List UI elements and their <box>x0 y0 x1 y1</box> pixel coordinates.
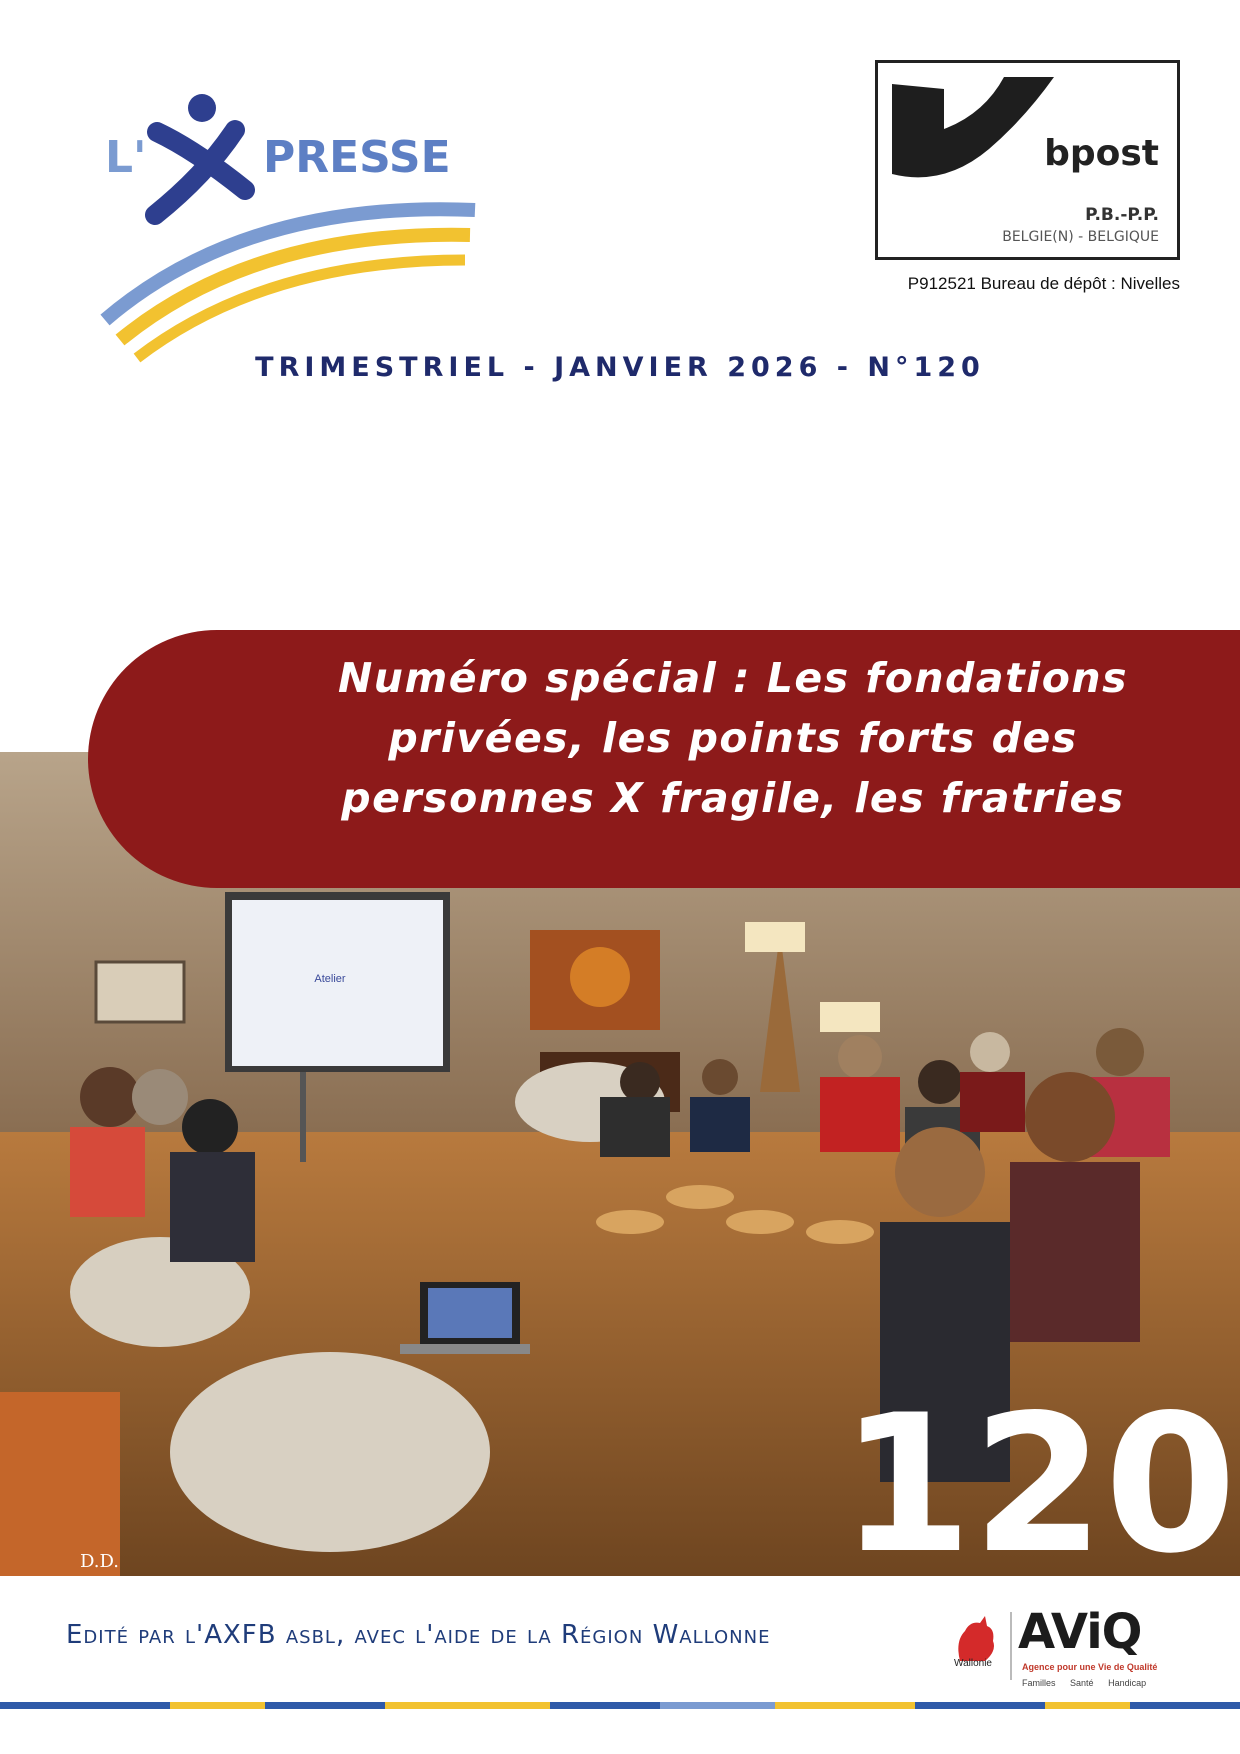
svg-text:PRESSE: PRESSE <box>263 132 451 183</box>
issue-line: TRIMESTRIEL - JANVIER 2026 - N°120 <box>255 352 985 383</box>
bpost-country: BELGIE(N) - BELGIQUE <box>1002 229 1159 245</box>
photo-credit: D.D. <box>80 1551 120 1572</box>
aviq-category: Santé <box>1070 1678 1094 1688</box>
editor-credit: Edité par l'AXFB asbl, avec l'aide de la Région Wallonne <box>66 1620 771 1650</box>
issue-title: Numéro spécial : Les fondations privées, les points forts des personnes X fragile, les fratries <box>337 654 1128 822</box>
bpost-postage-box <box>875 60 1180 260</box>
aviq-categories <box>1022 1678 1158 1688</box>
xpresse-logo <box>95 90 495 370</box>
depot-office: P912521 Bureau de dépôt : Nivelles <box>907 274 1180 293</box>
slide-title: Atelier <box>314 973 346 985</box>
aviq-category: Handicap <box>1108 1678 1147 1688</box>
wallonie-label: Wallonie <box>954 1658 992 1669</box>
aviq-category: Familles <box>1022 1678 1056 1688</box>
title-band <box>88 630 1240 888</box>
bpost-pbpp: P.B.-P.P. <box>1085 205 1159 225</box>
issue-number-large: 120 <box>840 1374 1237 1576</box>
aviq-logo: AViQ <box>1018 1604 1142 1660</box>
bpost-horn-icon <box>884 69 1064 189</box>
logo-divider <box>1010 1612 1012 1680</box>
bpost-brand: bpost <box>1044 133 1159 174</box>
svg-text:L': L' <box>105 132 147 183</box>
aviq-tagline: Agence pour une Vie de Qualité <box>1022 1662 1158 1672</box>
bottom-stripe <box>0 1702 1240 1709</box>
